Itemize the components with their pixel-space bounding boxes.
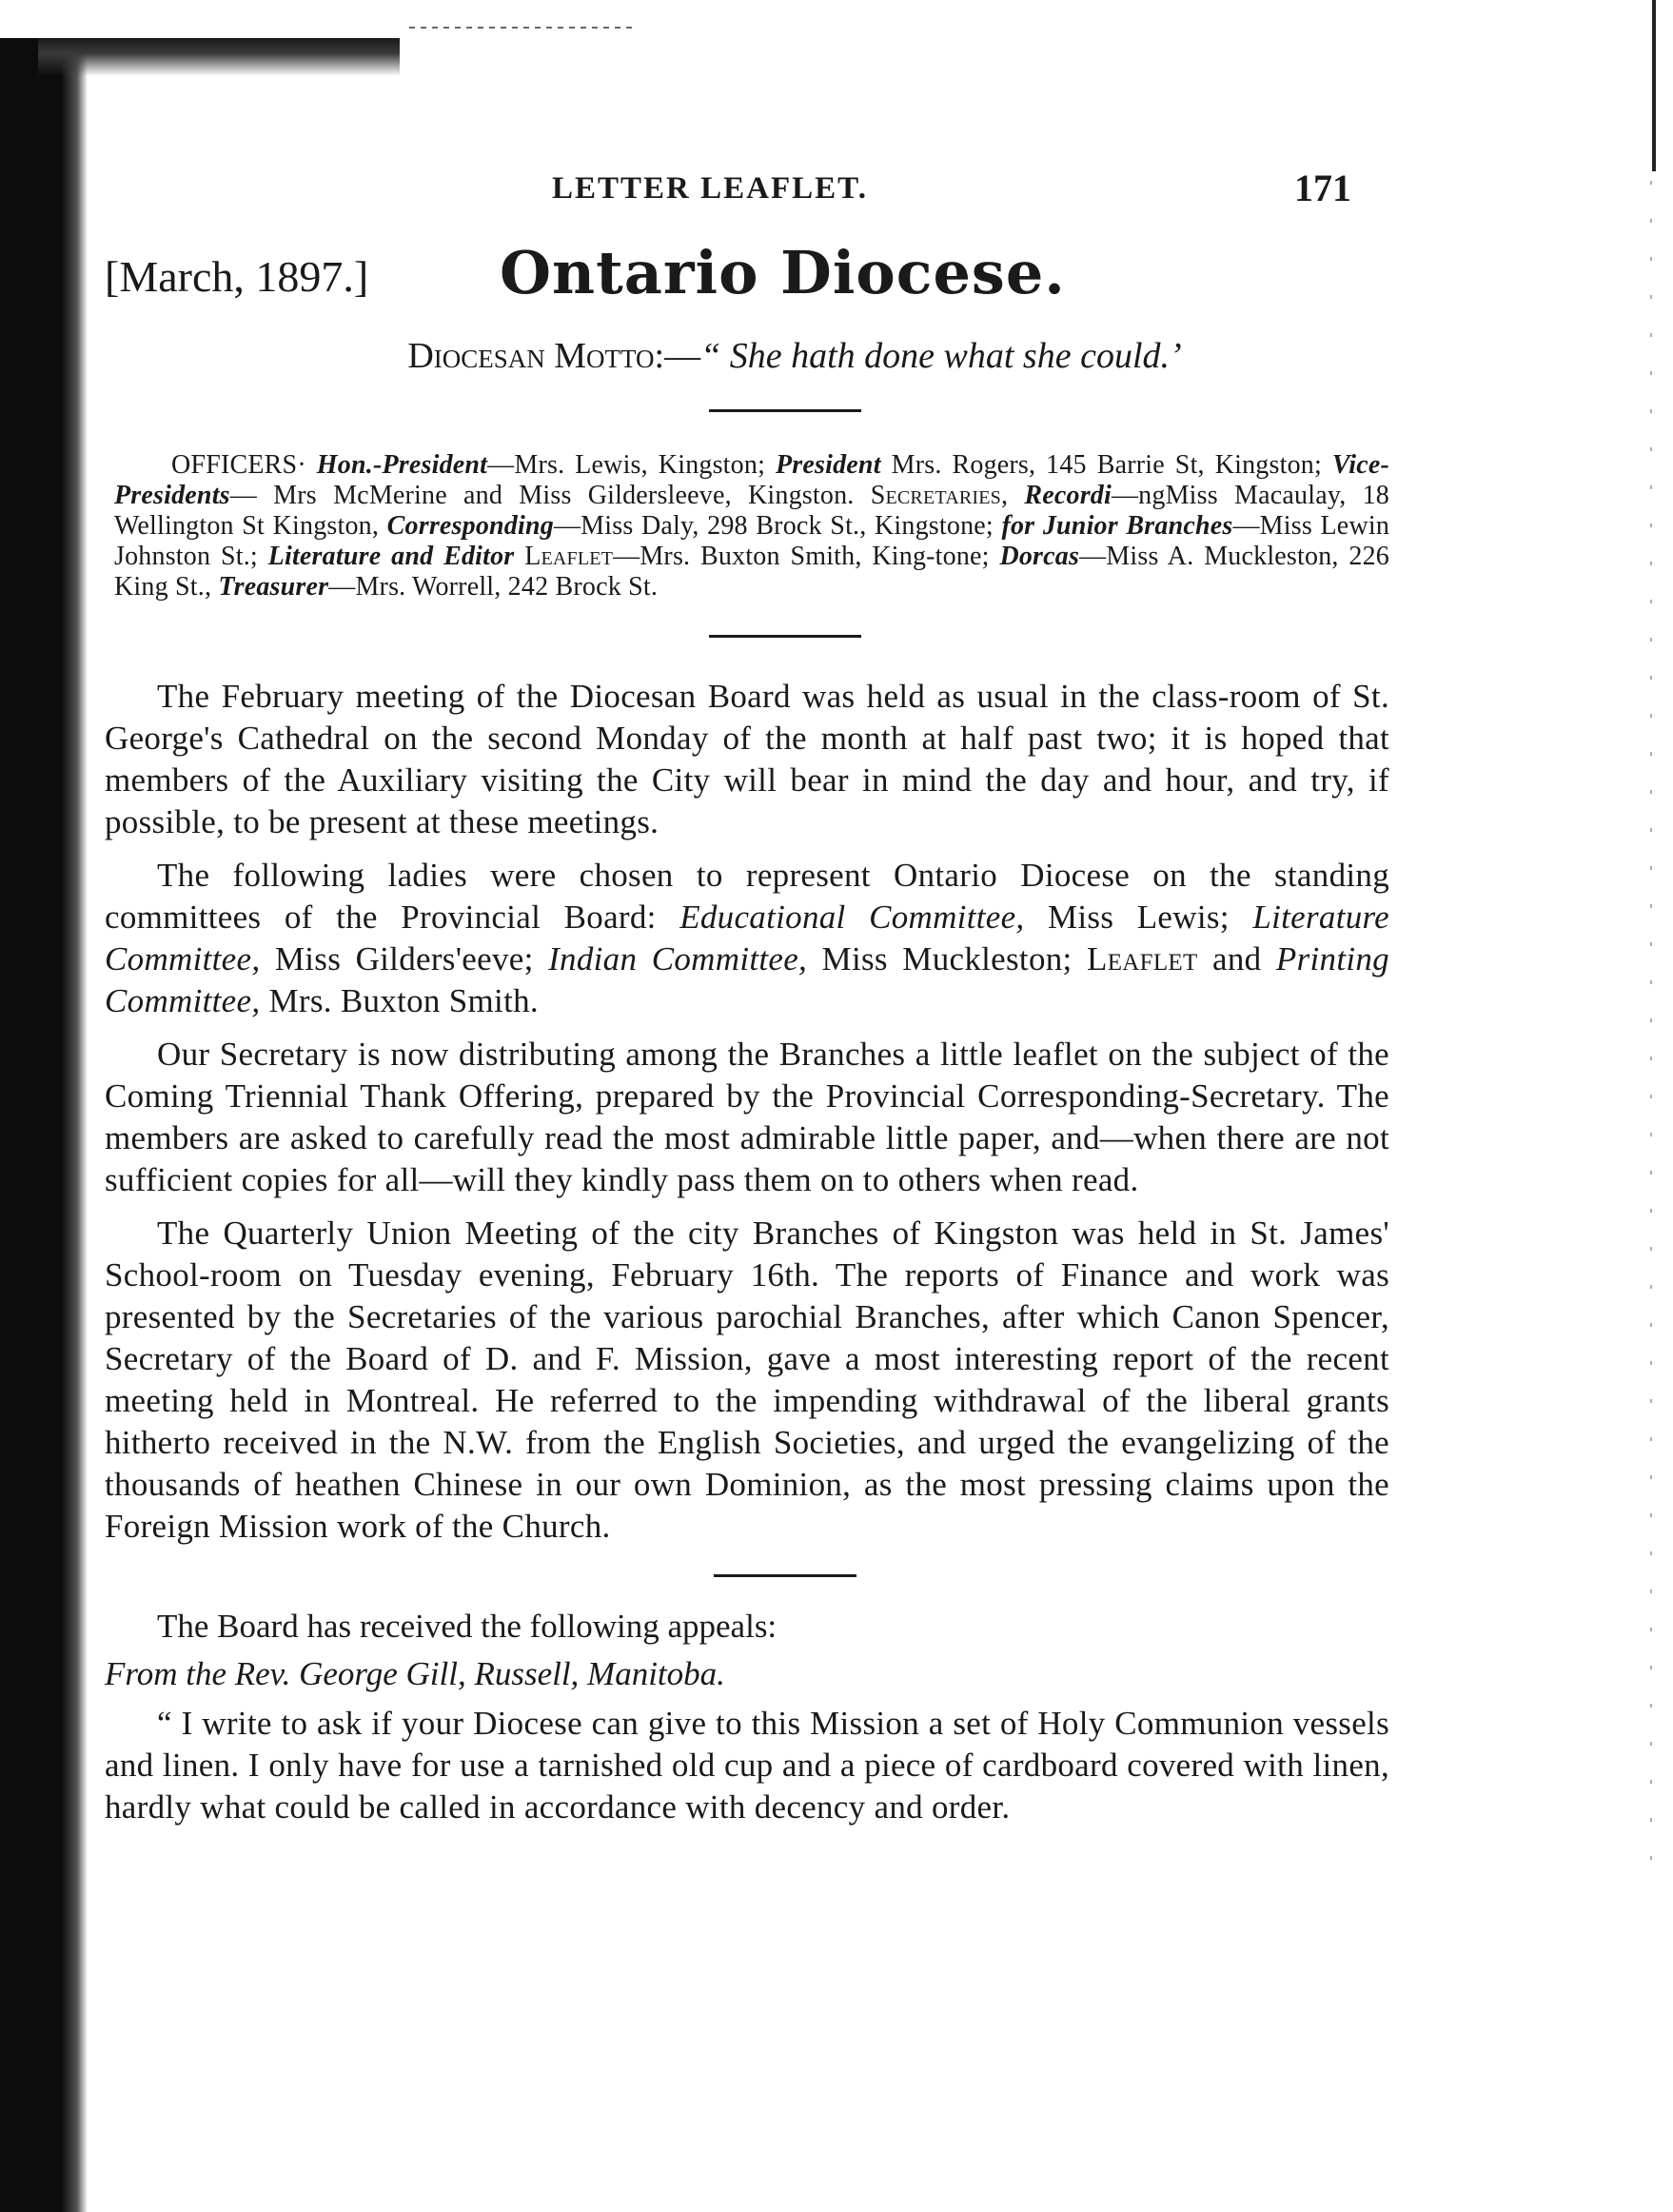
scan-top-dash <box>409 27 638 29</box>
educational-member: Miss Lewis; <box>1024 899 1230 936</box>
page-number: 171 <box>1294 167 1351 209</box>
appeal-quote: “ I write to ask if your Diocese can give to this Mission a set of Holy Communion vessels and linen. I only have for use a tarnished old cup and a piece of cardboard covered with linen, hardly what could be called in accordance with decency and order. <box>105 1705 1389 1826</box>
running-head <box>105 167 1389 228</box>
vice-presidents-role: Vice-Presidents <box>114 450 1390 510</box>
paragraph-union-meeting: The Quarterly Union Meeting of the city Branches of Kingston was held in St. James' School-room on Tuesday evening, February 16th. The reports of Finance and work was presented by the Secretaries of the various parochial Branches, after which Canon Spencer, Secretary of the Board of D. and F. Mission, gave a most interesting report of the recent meeting held in Montreal. He referred to the impending withdrawal of the liberal grants hitherto received in the N.W. from the English Societies, and urged the evangelizing of the thousands of heathen Chinese in our own Dominion, as the most pressing claims upon the Foreign Mission work of the Church. <box>105 1215 1389 1545</box>
junior-role: for Junior Branches <box>1001 511 1233 541</box>
literature-member: Miss Gilders'eeve; <box>260 940 534 978</box>
hon-president-name: —Mrs. Lewis, Kingston; <box>487 450 766 480</box>
leaflet-committee: Leaflet <box>1087 940 1198 978</box>
section-rule <box>714 1574 856 1577</box>
motto-label: Diocesan Motto:— <box>407 336 701 376</box>
issue-date: [March, 1897.] <box>105 252 369 301</box>
indian-member: Miss Muckleston; <box>807 940 1073 978</box>
corresponding-role: Corresponding <box>386 511 554 541</box>
leaflet-and: and <box>1197 940 1262 978</box>
title-row <box>105 238 1389 320</box>
scan-edge-left <box>0 38 88 2212</box>
hon-president-role: Hon.-President <box>316 450 488 480</box>
scan-edge-right-dots <box>1650 181 1652 1894</box>
treasurer-role: Treasurer <box>218 572 329 602</box>
scan-edge-right <box>1652 0 1656 171</box>
recording-role: Recordi <box>1024 481 1112 510</box>
corresponding-name: —Miss Daly, 298 Brock St., Kingstone; <box>553 511 994 541</box>
printing-committee: Printing Committee, <box>105 940 1389 1019</box>
dorcas-role: Dorcas <box>999 542 1080 571</box>
leaflet-label: Leaflet <box>524 542 614 571</box>
president-role: President <box>776 450 881 480</box>
printing-member: Mrs. Buxton Smith. <box>260 982 539 1019</box>
treasurer-name: —Mrs. Worrell, 242 Brock St. <box>328 572 659 602</box>
diocesan-motto <box>105 335 1389 377</box>
diocese-title: Ontario Diocese. <box>500 238 1066 307</box>
literature-committee: Literature Committee, <box>105 899 1389 978</box>
dorcas-name: —Miss A. Muckleston, 226 King St., <box>114 542 1389 602</box>
educational-committee: Educational Committee, <box>679 899 1025 936</box>
section-rule <box>709 409 861 412</box>
junior-name: —Miss Lewin Johnston St.; <box>114 511 1390 571</box>
literature-role: Literature and Editor <box>267 542 515 571</box>
committees-intro: The following ladies were chosen to represent Ontario Diocese on the standing committees of the Provincial Board: <box>105 857 1389 936</box>
vice-presidents-names: — Mrs McMerine and Miss Gildersleeve, Kingston. <box>229 481 855 510</box>
secretaries-label: Secretaries, <box>870 481 1009 510</box>
scan-edge-top <box>38 38 400 76</box>
section-rule <box>709 635 861 638</box>
motto-quote: “ She hath done what she could.’ <box>700 336 1182 376</box>
indian-committee: Indian Committee, <box>548 940 808 978</box>
recording-name: —ngMiss Macaulay, 18 Wellington St Kingston, <box>114 481 1390 541</box>
officers-lead: OFFICERS· <box>171 450 306 480</box>
appeals-from: From the Rev. George Gill, Russell, Manitoba. <box>105 1655 725 1692</box>
appeals-lead: The Board has received the following appeals: <box>157 1608 777 1645</box>
president-name: Mrs. Rogers, 145 Barrie St, Kingston; <box>880 450 1322 480</box>
paragraph-board-meeting: The February meeting of the Diocesan Board was held as usual in the class-room of St. George's Cathedral on the second Monday of the month at half past two; it is hoped that members of the Auxiliary visiting the City will bear in mind the day and hour, and try, if possible, to be present at these meetings. <box>105 678 1389 840</box>
paragraph-thank-offering: Our Secretary is now distributing among the Branches a little leaflet on the subject of the Coming Triennial Thank Offering, prepared by the Provincial Corresponding-Secretary. The members are asked to carefully read the most admirable little paper, and—when there are not sufficient copies for all—will they kindly pass them on to others when read. <box>105 1036 1389 1198</box>
running-title: LETTER LEAFLET. <box>552 171 868 206</box>
officers-list <box>105 450 1389 602</box>
page <box>105 167 1390 1828</box>
paragraph-committees <box>105 855 1389 1022</box>
literature-name: —Mrs. Buxton Smith, King-tone; <box>613 542 990 571</box>
